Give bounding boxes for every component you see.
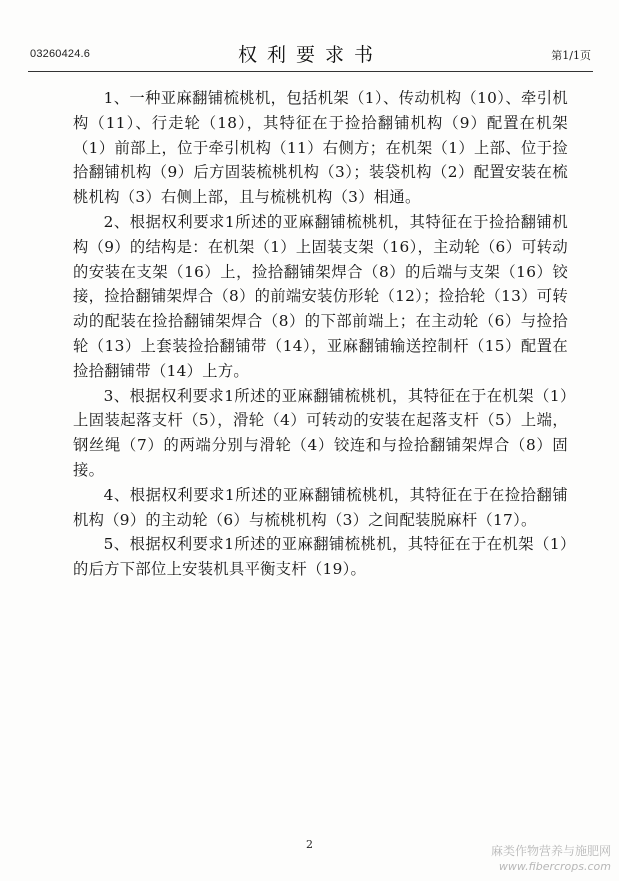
claim-2: 2、根据权利要求1所述的亚麻翻铺梳桃机，其特征在于捡拾翻铺机构（9）的结构是：在机架（1）上固装支架（16），主动轮（6）可转动的安装在支架（16）上，捡拾翻铺架焊合（8）的后端与支架（16）铰接，捡拾翻铺架焊合（8）的前端安装仿形轮（12）；捡拾轮（13）可转动的配装在捡拾翻铺架焊合（8）的下部前端上；在主动轮（6）与捡拾轮（13）上套装捡拾翻铺带（14），亚麻翻铺输送控制杆（15）配置在捡拾翻铺带（14）上方。: [73, 212, 568, 380]
page-indicator: 第1/1页: [551, 49, 591, 62]
claim-1: 1、一种亚麻翻铺梳桃机，包括机架（1）、传动机构（10）、牵引机构（11）、行走轮（18），其特征在于捡拾翻铺机构（9）配置在机架（1）前部上，位于牵引机构（11）右侧方；在机架（1）上部、位于捡拾翻铺机构（9）后方固装梳桃机构（3）；装袋机构（2）配置安装在梳桃机构（3）右侧上部，且与梳桃机构（3）相通。: [73, 89, 568, 207]
claim-5: 5、根据权利要求1所述的亚麻翻铺梳桃机，其特征在于在机架（1）的后方下部位上安装机具平衡支杆（19）。: [73, 535, 568, 579]
site-watermark: [491, 844, 611, 874]
page-header: [30, 40, 591, 68]
watermark-site-name: 麻类作物营养与施肥网: [490, 844, 611, 858]
claim-4: 4、根据权利要求1所述的亚麻翻铺梳桃机，其特征在于在捡拾翻铺机构（9）的主动轮（6）与梳桃机构（3）之间配装脱麻杆（17）。: [73, 485, 568, 529]
claims-body: [73, 86, 568, 582]
header-divider: [28, 71, 593, 72]
application-number: 03260424.6: [30, 48, 91, 60]
claim-3: 3、根据权利要求1所述的亚麻翻铺梳桃机，其特征在于在机架（1）上固装起落支杆（5），滑轮（4）可转动的安装在起落支杆（5）上端，钢丝绳（7）的两端分别与滑轮（4）铰连和与捡拾翻铺架焊合（8）固接。: [73, 386, 568, 479]
document-title: 权利要求书: [237, 44, 383, 66]
watermark-url: www.fibercrops.com: [498, 860, 611, 873]
footer-page-number: 2: [306, 838, 313, 851]
